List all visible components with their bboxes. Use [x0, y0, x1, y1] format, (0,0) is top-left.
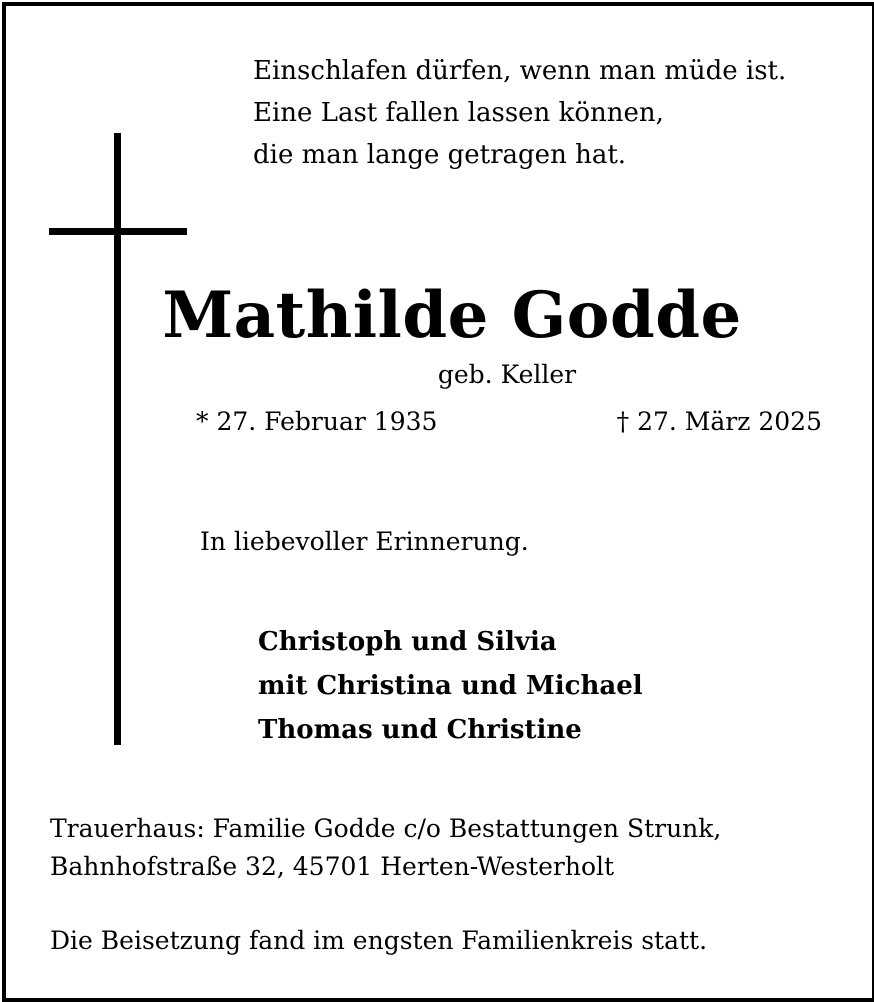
memory-line: In liebevoller Erinnerung. — [200, 527, 529, 556]
deceased-name: Mathilde Godde — [162, 278, 742, 353]
poem — [253, 50, 786, 176]
mourning-house-address — [50, 810, 721, 886]
poem-line: die man lange getragen hat. — [253, 140, 627, 170]
family-line: mit Christina und Michael — [258, 671, 643, 701]
maiden-name: geb. Keller — [437, 360, 577, 389]
family-line: Christoph und Silvia — [258, 627, 557, 657]
death-date: † 27. März 2025 — [616, 407, 822, 436]
poem-line: Eine Last fallen lassen können, — [253, 98, 664, 128]
cross-horizontal-beam — [49, 228, 187, 235]
burial-note: Die Beisetzung fand im engsten Familienkreis statt. — [50, 926, 708, 955]
cross-vertical-beam — [114, 133, 121, 745]
address-line: Trauerhaus: Familie Godde c/o Bestattungen Strunk, — [50, 814, 722, 843]
birth-date: * 27. Februar 1935 — [196, 407, 438, 436]
poem-line: Einschlafen dürfen, wenn man müde ist. — [253, 56, 787, 86]
family-line: Thomas und Christine — [258, 715, 582, 745]
address-line: Bahnhofstraße 32, 45701 Herten-Westerholt — [50, 852, 615, 881]
family-signatures — [258, 620, 643, 752]
